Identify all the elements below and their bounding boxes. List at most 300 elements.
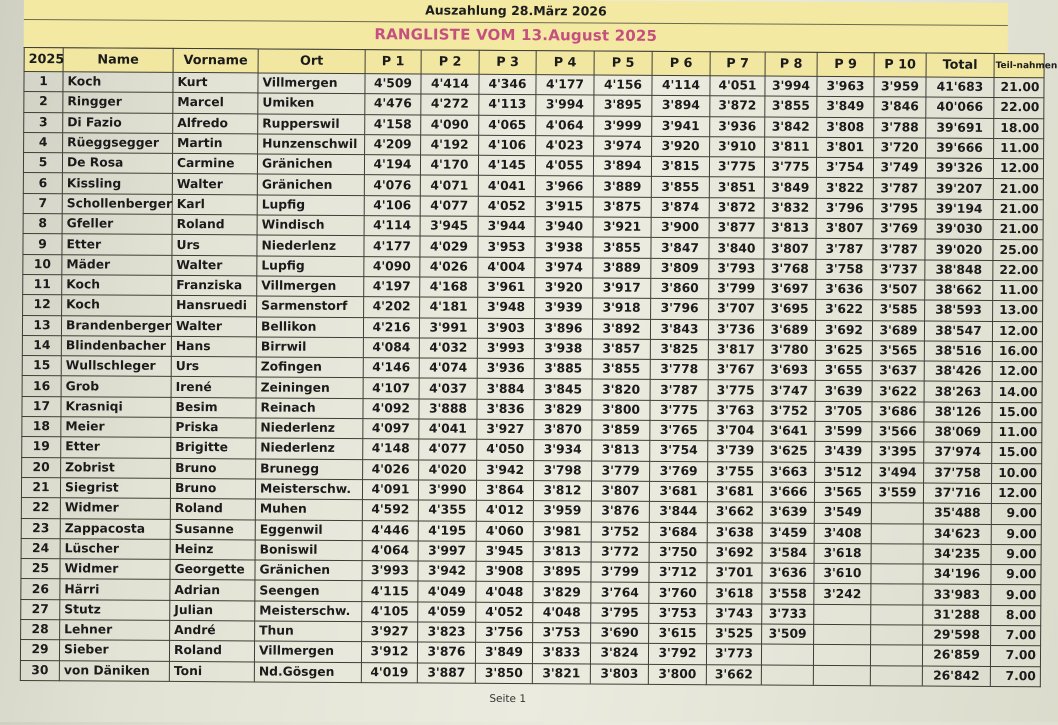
cell-p8: 3'639 xyxy=(762,502,814,523)
cell-name: Widmer xyxy=(60,559,170,580)
cell-p6: 3'843 xyxy=(650,319,708,340)
cell-p2: 4'170 xyxy=(420,155,478,176)
cell-p3: 4'052 xyxy=(476,602,533,623)
cell-p2: 4'355 xyxy=(418,500,476,521)
cell-p4: 3'896 xyxy=(534,318,592,339)
cell-p4: 3'915 xyxy=(535,196,593,217)
column-header-p4: P 4 xyxy=(536,51,594,75)
cell-p7: 3'707 xyxy=(709,299,764,320)
cell-total: 39'207 xyxy=(925,179,993,200)
cell-p4: 3'845 xyxy=(534,379,592,400)
column-header-p8: P 8 xyxy=(765,52,817,76)
cell-p5: 3'999 xyxy=(594,116,652,137)
cell-p1: 4'146 xyxy=(363,358,419,379)
cell-total: 37'758 xyxy=(924,463,992,484)
column-header-total: Total xyxy=(926,53,994,77)
cell-p7: 3'793 xyxy=(709,258,764,279)
cell-p8: 3'641 xyxy=(763,421,815,442)
cell-p4: 3'940 xyxy=(535,217,593,238)
cell-p6: 3'712 xyxy=(649,562,707,583)
cell-year: 5 xyxy=(23,153,62,174)
cell-p2: 4'077 xyxy=(420,196,478,217)
cell-vorname: Irené xyxy=(171,377,256,398)
cell-teilnahmen: 21.00 xyxy=(993,199,1043,220)
cell-year: 2 xyxy=(24,92,63,113)
cell-p3: 3'927 xyxy=(477,419,534,440)
cell-teilnahmen: 9.00 xyxy=(991,544,1041,565)
cell-total: 38'263 xyxy=(924,381,992,402)
cell-p6: 3'754 xyxy=(650,441,708,462)
cell-p4: 3'959 xyxy=(533,501,591,522)
cell-p10: 3'788 xyxy=(874,117,926,138)
cell-p5: 3'752 xyxy=(591,522,649,543)
cell-p2: 4'195 xyxy=(418,520,476,541)
cell-p5: 3'876 xyxy=(591,501,649,522)
cell-ort: Niederlenz xyxy=(256,438,363,459)
cell-p1: 3'927 xyxy=(362,622,418,643)
cell-p9 xyxy=(813,665,870,686)
cell-p2: 4'041 xyxy=(419,419,477,440)
cell-p8: 3'752 xyxy=(763,401,815,422)
cell-p8: 3'697 xyxy=(764,279,816,300)
cell-total: 38'426 xyxy=(924,361,992,382)
cell-p2: 4'074 xyxy=(419,358,477,379)
cell-p8: 3'842 xyxy=(765,117,817,138)
ranking-title: RANGLISTE VOM 13.August 2025 xyxy=(374,25,658,45)
cell-p7: 3'755 xyxy=(708,461,763,482)
cell-p8: 3'625 xyxy=(763,441,815,462)
cell-p4: 4'048 xyxy=(533,602,591,623)
cell-p4: 3'885 xyxy=(534,359,592,380)
cell-p7: 3'618 xyxy=(707,583,762,604)
cell-p3: 4'113 xyxy=(479,95,536,116)
cell-p7: 3'739 xyxy=(708,441,763,462)
cell-p6: 4'114 xyxy=(652,75,710,96)
cell-p7: 3'840 xyxy=(709,238,764,259)
cell-p10: 3'720 xyxy=(874,138,926,159)
cell-ort: Rupperswil xyxy=(258,114,365,135)
cell-year: 17 xyxy=(22,396,61,417)
cell-p3: 4'346 xyxy=(479,74,536,95)
cell-ort: Niederlenz xyxy=(257,235,364,256)
cell-vorname: Carmine xyxy=(172,154,257,175)
cell-p1: 4'592 xyxy=(362,500,418,521)
cell-p1: 4'091 xyxy=(362,480,418,501)
cell-total: 34'623 xyxy=(923,524,991,545)
cell-p2: 3'991 xyxy=(419,318,477,339)
cell-p3: 3'993 xyxy=(477,338,534,359)
cell-p7: 3'775 xyxy=(709,157,764,178)
cell-p2: 4'181 xyxy=(420,297,478,318)
cell-name: Zappacosta xyxy=(60,518,170,539)
cell-name: Mäder xyxy=(62,254,172,275)
ranking-table xyxy=(20,47,1058,687)
cell-p2: 4'037 xyxy=(419,378,477,399)
cell-p8: 3'733 xyxy=(762,604,814,625)
cell-p9: 3'549 xyxy=(814,503,871,524)
cell-teilnahmen: 11.00 xyxy=(992,422,1042,443)
cell-p3: 4'065 xyxy=(479,115,536,136)
cell-name: Krasniqi xyxy=(61,397,171,418)
cell-p10: 3'795 xyxy=(873,198,925,219)
cell-p7: 3'936 xyxy=(710,116,765,137)
cell-p9: 3'963 xyxy=(817,76,874,97)
cell-p10: 3'637 xyxy=(872,361,924,382)
cell-p4: 4'023 xyxy=(536,136,594,157)
column-header-p5: P 5 xyxy=(594,51,652,75)
cell-ort: Eggenwil xyxy=(255,519,362,540)
cell-total: 38'662 xyxy=(925,280,993,301)
cell-total: 39'194 xyxy=(925,199,993,220)
cell-p10: 3'395 xyxy=(872,442,924,463)
column-header-p1: P 1 xyxy=(365,50,421,74)
cell-name: Lehner xyxy=(60,620,170,641)
cell-vorname: Adrian xyxy=(170,580,255,601)
column-header-p3: P 3 xyxy=(479,50,536,74)
cell-total: 39'020 xyxy=(925,239,993,260)
cell-year: 6 xyxy=(23,173,62,194)
cell-p6: 3'941 xyxy=(652,116,710,137)
cell-year: 22 xyxy=(21,498,60,519)
cell-name: Blindenbacher xyxy=(61,336,171,357)
cell-total: 34'235 xyxy=(923,544,991,565)
cell-p4: 3'812 xyxy=(533,481,591,502)
cell-p3: 4'106 xyxy=(479,135,536,156)
cell-ort: Hunzenschwil xyxy=(258,134,365,155)
cell-p1: 3'912 xyxy=(361,642,417,663)
cell-ort: Gränichen xyxy=(257,174,364,195)
cell-p10: 3'737 xyxy=(873,259,925,280)
cell-p1: 4'092 xyxy=(363,398,419,419)
cell-p10: 3'749 xyxy=(873,158,925,179)
cell-name: Brandenberger xyxy=(61,315,171,336)
cell-p3: 4'060 xyxy=(476,521,533,542)
cell-p7: 4'051 xyxy=(710,76,765,97)
cell-name: Di Fazio xyxy=(63,112,173,133)
cell-p8: 3'693 xyxy=(763,360,815,381)
cell-p3: 3'756 xyxy=(476,622,533,643)
cell-teilnahmen: 21.00 xyxy=(994,77,1044,98)
cell-p8: 3'768 xyxy=(764,259,816,280)
cell-p9 xyxy=(813,645,870,666)
cell-p9: 3'512 xyxy=(815,462,872,483)
cell-p1: 4'115 xyxy=(362,581,418,602)
cell-name: Rüeggsegger xyxy=(63,133,173,154)
cell-p3: 3'961 xyxy=(478,277,535,298)
cell-p8: 3'666 xyxy=(762,482,814,503)
cell-p5: 3'855 xyxy=(592,359,650,380)
cell-p2: 4'192 xyxy=(421,135,479,156)
cell-teilnahmen: 15.00 xyxy=(992,443,1042,464)
cell-total: 41'683 xyxy=(926,77,994,98)
cell-teilnahmen: 7.00 xyxy=(991,625,1041,646)
cell-p6: 3'920 xyxy=(652,136,710,157)
cell-name: Kissling xyxy=(62,173,172,194)
cell-ort: Boniswil xyxy=(255,540,362,561)
cell-year: 25 xyxy=(21,559,60,580)
cell-p5: 3'918 xyxy=(593,298,651,319)
cell-vorname: Roland xyxy=(170,499,255,520)
cell-name: Ringger xyxy=(63,92,173,113)
cell-vorname: Walter xyxy=(172,255,257,276)
cell-total: 37'974 xyxy=(924,442,992,463)
column-header-p7: P 7 xyxy=(710,52,765,76)
cell-p8: 3'855 xyxy=(765,96,817,117)
cell-p6: 3'778 xyxy=(650,360,708,381)
cell-p1: 4'476 xyxy=(365,94,421,115)
cell-p2: 4'071 xyxy=(420,175,478,196)
cell-p7: 3'681 xyxy=(707,482,762,503)
cell-ort: Villmergen xyxy=(257,276,364,297)
cell-p4: 3'994 xyxy=(536,95,594,116)
cell-vorname: Roland xyxy=(172,215,257,236)
cell-teilnahmen: 11.00 xyxy=(994,138,1044,159)
cell-p6: 3'894 xyxy=(652,96,710,117)
cell-p1: 4'158 xyxy=(365,114,421,135)
cell-p2: 3'823 xyxy=(418,622,476,643)
cell-p1: 4'114 xyxy=(364,216,420,237)
cell-vorname: Georgette xyxy=(170,560,255,581)
cell-total: 38'848 xyxy=(925,260,993,281)
cell-p1: 4'209 xyxy=(365,134,421,155)
cell-year: 18 xyxy=(22,417,61,438)
column-header-year: 2025 xyxy=(24,48,63,72)
cell-year: 3 xyxy=(24,112,63,133)
cell-p7: 3'773 xyxy=(706,644,761,665)
cell-p4: 3'895 xyxy=(533,562,591,583)
cell-p6: 3'681 xyxy=(649,481,707,502)
cell-p4: 3'938 xyxy=(534,339,592,360)
cell-year: 8 xyxy=(23,214,62,235)
cell-p9: 3'610 xyxy=(814,563,871,584)
cell-ort: Villmergen xyxy=(254,641,361,662)
cell-p7: 3'799 xyxy=(709,279,764,300)
cell-p3: 4'052 xyxy=(478,196,535,217)
cell-p9: 3'754 xyxy=(816,158,873,179)
cell-p2: 3'888 xyxy=(419,399,477,420)
cell-p3: 4'012 xyxy=(476,501,533,522)
cell-total: 38'547 xyxy=(924,321,992,342)
cell-year: 21 xyxy=(21,477,60,498)
cell-year: 16 xyxy=(22,376,61,397)
cell-ort: Niederlenz xyxy=(256,418,363,439)
cell-name: Widmer xyxy=(60,498,170,519)
cell-p8: 3'832 xyxy=(764,198,816,219)
cell-p9: 3'705 xyxy=(815,401,872,422)
cell-ort: Meisterschw. xyxy=(255,601,362,622)
cell-p9: 3'849 xyxy=(817,97,874,118)
cell-ort: Bellikon xyxy=(256,317,363,338)
cell-p9: 3'636 xyxy=(816,279,873,300)
cell-p10: 3'565 xyxy=(872,341,924,362)
cell-p5: 3'795 xyxy=(591,603,649,624)
cell-teilnahmen: 9.00 xyxy=(991,504,1041,525)
cell-p5: 3'813 xyxy=(592,440,650,461)
cell-p6: 3'753 xyxy=(649,603,707,624)
cell-teilnahmen: 25.00 xyxy=(993,240,1043,261)
cell-p1: 4'194 xyxy=(364,155,420,176)
cell-p10: 3'566 xyxy=(872,422,924,443)
cell-p3: 4'050 xyxy=(477,440,534,461)
cell-p2: 3'945 xyxy=(420,216,478,237)
cell-teilnahmen: 14.00 xyxy=(992,382,1042,403)
payout-date: Auszahlung 28.März 2026 xyxy=(425,2,607,19)
cell-year: 19 xyxy=(22,437,61,458)
cell-p10: 3'787 xyxy=(873,178,925,199)
cell-p1: 4'446 xyxy=(362,520,418,541)
cell-teilnahmen: 12.00 xyxy=(992,362,1042,383)
cell-p6: 3'825 xyxy=(650,339,708,360)
cell-p3: 3'942 xyxy=(477,460,534,481)
cell-teilnahmen: 7.00 xyxy=(990,666,1040,687)
cell-p2: 3'876 xyxy=(417,642,475,663)
cell-p8: 3'811 xyxy=(765,137,817,158)
cell-p6: 3'855 xyxy=(651,177,709,198)
cell-p7: 3'872 xyxy=(710,96,765,117)
cell-p2: 4'272 xyxy=(421,94,479,115)
cell-year: 15 xyxy=(22,356,61,377)
cell-p5: 3'889 xyxy=(593,176,651,197)
cell-p3: 3'944 xyxy=(478,216,535,237)
cell-p10: 3'686 xyxy=(872,401,924,422)
cell-p1: 4'202 xyxy=(364,297,420,318)
cell-p9: 3'242 xyxy=(814,584,871,605)
cell-p9: 3'439 xyxy=(815,442,872,463)
cell-p8: 3'807 xyxy=(764,238,816,259)
cell-p5: 3'892 xyxy=(592,319,650,340)
cell-p6: 3'796 xyxy=(651,299,709,320)
cell-p8: 3'747 xyxy=(763,380,815,401)
cell-name: De Rosa xyxy=(62,153,172,174)
cell-p4: 3'920 xyxy=(535,278,593,299)
cell-p10 xyxy=(871,544,923,565)
cell-p9: 3'622 xyxy=(816,300,873,321)
cell-p5: 3'889 xyxy=(593,258,651,279)
cell-vorname: Walter xyxy=(172,174,257,195)
cell-p3: 3'884 xyxy=(477,379,534,400)
cell-p7: 3'662 xyxy=(706,664,761,685)
cell-p6: 3'874 xyxy=(651,197,709,218)
cell-p8 xyxy=(761,644,813,665)
cell-p2: 4'026 xyxy=(420,257,478,278)
cell-p5: 3'917 xyxy=(593,278,651,299)
cell-p7: 3'817 xyxy=(708,340,763,361)
cell-name: Meier xyxy=(61,417,171,438)
cell-p4: 3'974 xyxy=(535,257,593,278)
cell-p3: 4'145 xyxy=(478,155,535,176)
cell-teilnahmen: 11.00 xyxy=(993,280,1043,301)
cell-p4: 3'821 xyxy=(532,663,590,684)
cell-total: 37'716 xyxy=(923,483,991,504)
cell-p10: 3'959 xyxy=(874,77,926,98)
cell-ort: Villmergen xyxy=(258,73,365,94)
cell-total: 38'126 xyxy=(924,402,992,423)
cell-teilnahmen: 9.00 xyxy=(991,565,1041,586)
cell-p4: 3'833 xyxy=(532,643,590,664)
cell-p3: 3'903 xyxy=(477,318,534,339)
cell-total: 39'666 xyxy=(926,138,994,159)
cell-p10 xyxy=(871,584,923,605)
cell-p5: 4'156 xyxy=(594,75,652,96)
cell-p5: 3'859 xyxy=(592,420,650,441)
cell-p5: 3'824 xyxy=(590,643,648,664)
cell-p10: 3'689 xyxy=(872,320,924,341)
cell-name: Siegrist xyxy=(60,478,170,499)
cell-total: 35'488 xyxy=(923,503,991,524)
cell-year: 30 xyxy=(20,660,59,681)
cell-year: 1 xyxy=(24,72,63,93)
cell-p10 xyxy=(871,564,923,585)
cell-p7: 3'763 xyxy=(708,400,763,421)
column-header-p10: P 10 xyxy=(874,53,926,77)
cell-p10 xyxy=(871,523,923,544)
cell-year: 28 xyxy=(21,620,60,641)
cell-p8: 3'636 xyxy=(762,563,814,584)
cell-teilnahmen: 10.00 xyxy=(992,463,1042,484)
cell-p1: 4'107 xyxy=(363,378,419,399)
cell-p10: 3'507 xyxy=(873,280,925,301)
cell-p2: 4'049 xyxy=(418,581,476,602)
cell-p10: 3'846 xyxy=(874,97,926,118)
cell-p3: 4'041 xyxy=(478,176,535,197)
cell-p8: 3'994 xyxy=(765,76,817,97)
cell-p4: 3'870 xyxy=(534,420,592,441)
cell-p1: 4'076 xyxy=(364,175,420,196)
cell-p10: 3'769 xyxy=(873,219,925,240)
cell-vorname: Hans xyxy=(171,336,256,357)
cell-p1: 3'993 xyxy=(362,561,418,582)
cell-p5: 3'800 xyxy=(592,400,650,421)
cell-p3: 3'953 xyxy=(478,237,535,258)
cell-ort: Gränichen xyxy=(255,560,362,581)
column-header-p9: P 9 xyxy=(817,52,874,76)
cell-total: 26'842 xyxy=(922,666,990,687)
cell-year: 26 xyxy=(21,579,60,600)
cell-ort: Gränichen xyxy=(257,154,364,175)
cell-p4: 4'064 xyxy=(536,115,594,136)
cell-name: Schollenberger xyxy=(62,194,172,215)
cell-p6: 3'787 xyxy=(650,380,708,401)
cell-p5: 3'799 xyxy=(591,562,649,583)
cell-p8: 3'459 xyxy=(762,523,814,544)
cell-p10: 3'494 xyxy=(872,462,924,483)
cell-name: Koch xyxy=(62,295,172,316)
cell-p1: 4'097 xyxy=(363,419,419,440)
cell-p10: 3'585 xyxy=(873,300,925,321)
cell-name: Koch xyxy=(62,275,172,296)
cell-vorname: Karl xyxy=(172,194,257,215)
cell-p1: 4'064 xyxy=(362,540,418,561)
cell-p8: 3'849 xyxy=(764,178,816,199)
cell-p1: 4'084 xyxy=(363,337,419,358)
cell-teilnahmen: 21.00 xyxy=(993,179,1043,200)
cell-ort: Sarmenstorf xyxy=(257,296,364,317)
cell-year: 14 xyxy=(22,335,61,356)
cell-p5: 3'974 xyxy=(594,136,652,157)
cell-year: 23 xyxy=(21,518,60,539)
cell-ort: Thun xyxy=(255,621,362,642)
cell-p6: 3'847 xyxy=(651,238,709,259)
cell-p5: 3'764 xyxy=(591,582,649,603)
cell-total: 39'326 xyxy=(925,158,993,179)
cell-p2: 4'414 xyxy=(421,74,479,95)
cell-p9: 3'599 xyxy=(815,421,872,442)
cell-year: 9 xyxy=(23,234,62,255)
cell-p3: 3'936 xyxy=(477,358,534,379)
cell-ort: Lupfig xyxy=(257,195,364,216)
cell-vorname: Walter xyxy=(171,316,256,337)
cell-p6: 3'760 xyxy=(649,583,707,604)
